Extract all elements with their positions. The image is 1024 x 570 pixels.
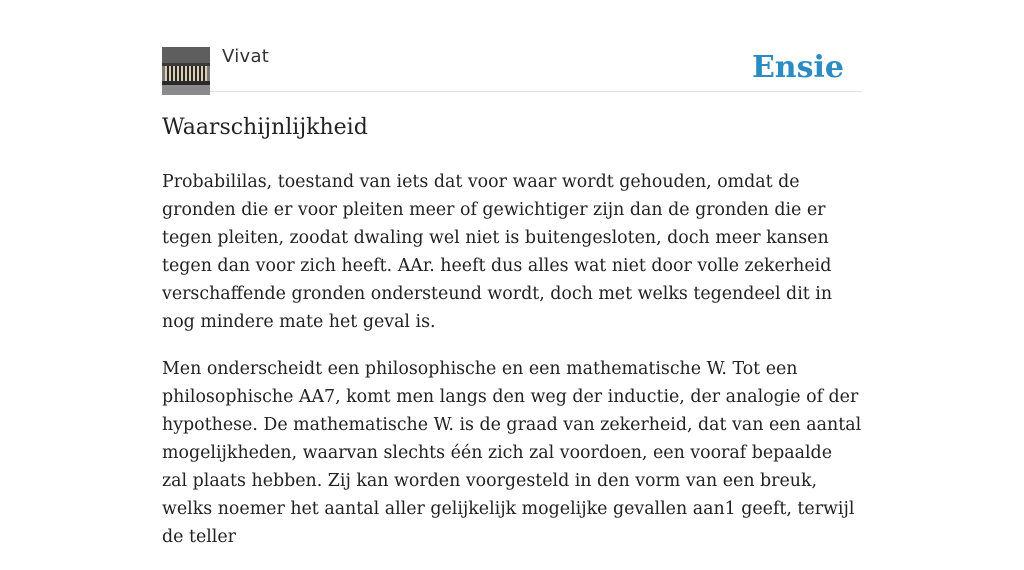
- article-body: [162, 168, 862, 570]
- bookshelf-icon: [162, 47, 210, 95]
- brand-logo[interactable]: Ensie: [751, 50, 844, 85]
- paragraph: Men onderscheidt een philosophische en een mathematische W. Tot een philosophische AA7, komt men langs den weg der inductie, der analogie of der hypothese. De mathematische W. is de graad van zekerheid, dat van een aantal mogelijkheden, waarvan slechts één zich zal voordoen, een vooraf bepaalde zal plaats hebben. Zij kan worden voorgesteld in den vorm van een breuk, welks noemer het aantal aller gelijkelijk mogelijke gevallen aan1 geeft, terwijl de teller: [162, 359, 862, 547]
- avatar[interactable]: [162, 47, 210, 95]
- paragraph: Probabililas, toestand van iets dat voor waar wordt gehouden, omdat de gronden die er voor pleiten meer of gewichtiger zijn dan de gronden die er tegen pleiten, zoodat dwaling wel niet is buitengesloten, doch meer kansen tegen dan voor zich heeft. AAr. heeft dus alles wat niet door volle zekerheid verschaffende gronden ondersteund wordt, doch met welks tegendeel dit in nog mindere mate het geval is.: [162, 172, 833, 332]
- page-title: Waarschijnlijkheid: [162, 115, 368, 140]
- article-header: [162, 46, 862, 92]
- author-name[interactable]: Vivat: [222, 46, 270, 67]
